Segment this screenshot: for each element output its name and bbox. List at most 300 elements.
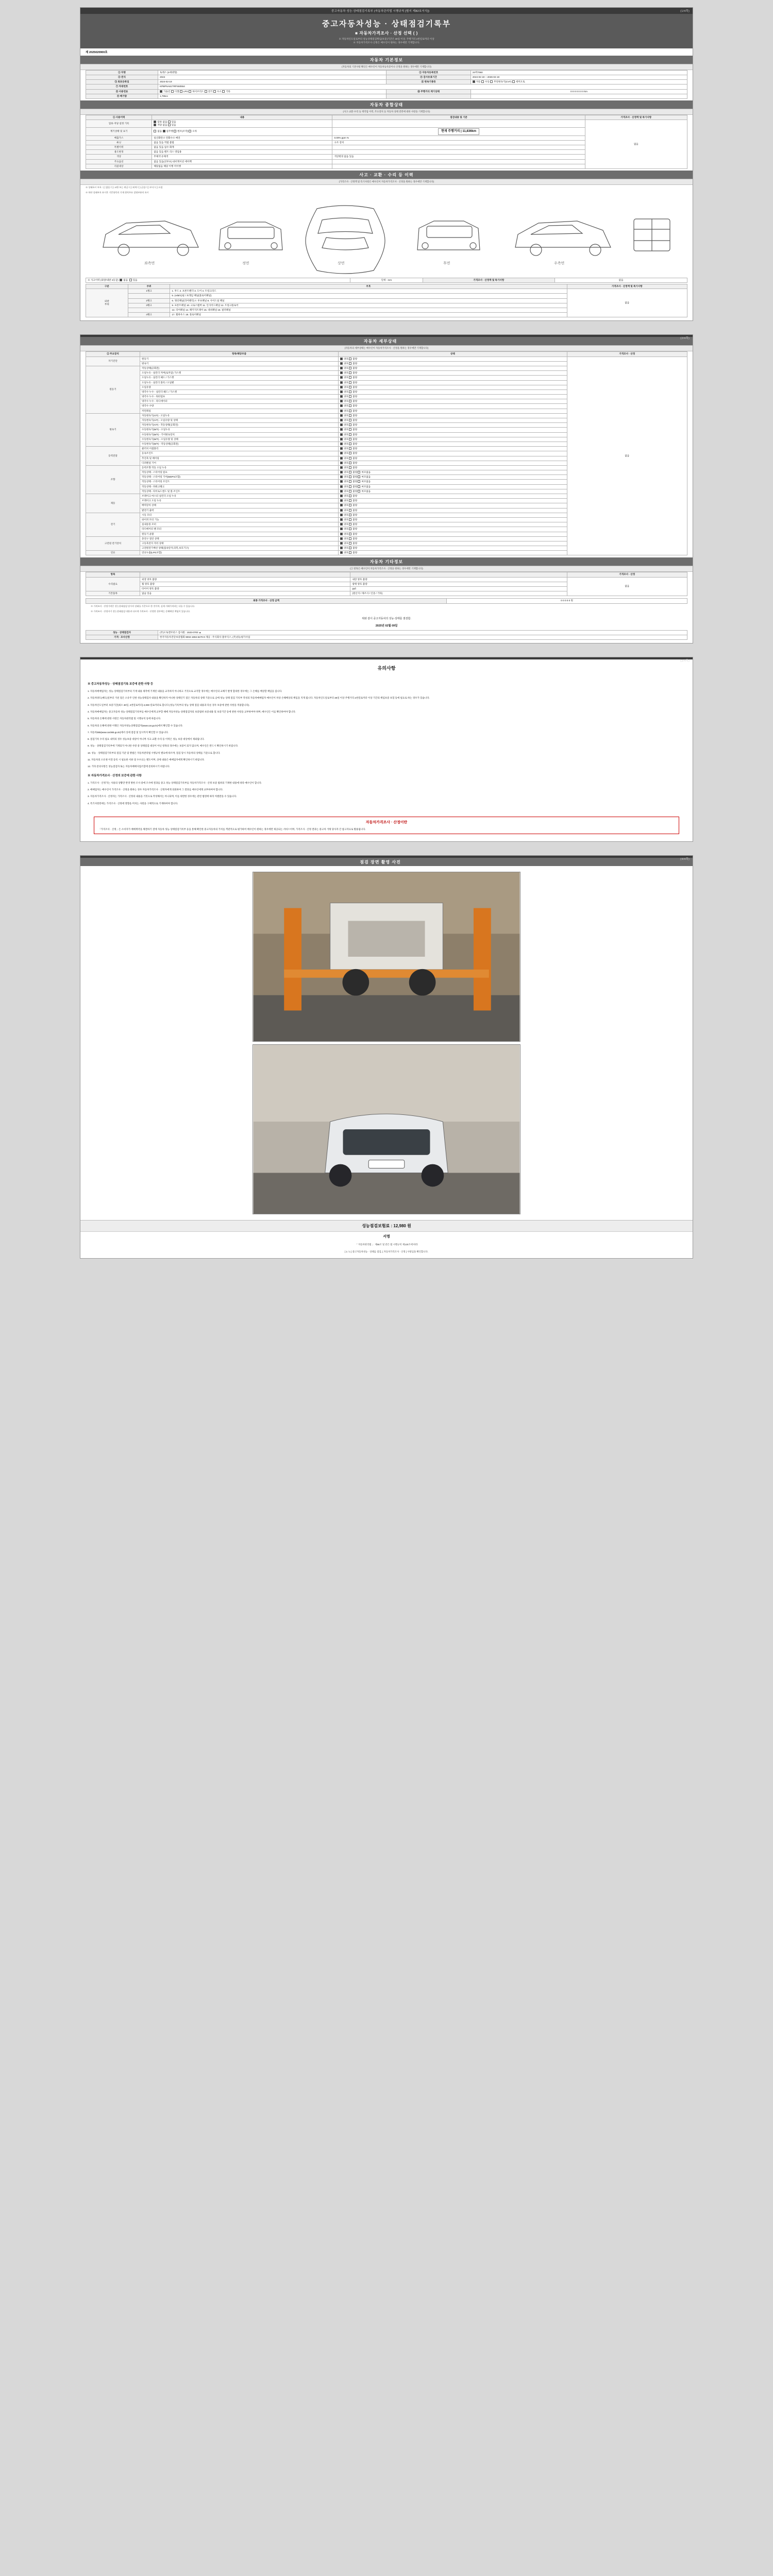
device-group-label: 동력전달 [86,447,140,466]
checkbox-gasoline[interactable] [160,90,162,93]
accident-history-label: ※ 사고이력 (외판/내판 4등급) [88,278,119,281]
checkbox-good[interactable] [340,452,343,454]
checkbox-bad[interactable] [349,504,351,506]
checkbox-good[interactable] [340,443,343,445]
notice-item: 4. 특기사항란에는 가격조사 · 산정에 영향을 미치는 사항을 구체적으로 기재하여야 합니다. [88,802,178,805]
device-state-options[interactable]: 양호 불량 [339,428,567,432]
device-state-options[interactable]: 양호 불량 [339,494,567,499]
section-basic-info-note: (자동차의 기본사항 확인은 매수인이 자동차등록증이나 산정을 원하는 경우에만 기재합니다) [80,64,693,70]
checkbox-good[interactable] [340,528,343,530]
checkbox-good[interactable] [340,490,343,493]
page-title: 중고자동차성능 · 상태점검기록부 [322,20,451,28]
device-state-options[interactable]: 양호 불량 마모없음 [339,489,567,494]
checkbox-good[interactable] [340,547,343,549]
table-row [86,278,687,282]
device-part-label: 수동변속기(M/T) - 작동상태(공회전) [140,442,339,446]
document-page [0,0,773,1287]
field-label: ⑦ 차대번호 [86,84,158,89]
row-detail [332,120,585,128]
option-none: 없음 [123,278,128,281]
row-content: 일산화탄소 탄화수소 매연 [152,135,332,140]
checkbox-good[interactable] [340,433,343,436]
checkbox-bad[interactable] [349,523,351,526]
rank-parts: 1. 후드 2. 프론트팬더 3. 도어 4. 트렁크리드 [170,289,567,294]
device-part-label: 작동상태(공회전) [140,366,339,370]
checkbox-bad[interactable] [349,386,351,388]
checkbox-bad[interactable] [349,509,351,512]
checkbox-bad[interactable] [349,371,351,374]
checkbox-good[interactable] [340,551,343,554]
device-part-label: 작동상태 - 파워크랭크 [140,484,339,489]
device-state-options[interactable]: 양호 불량 [339,546,567,551]
checkbox-bad[interactable] [349,452,351,454]
table-header-row [86,115,687,120]
signature-label: 서명 [80,1231,693,1241]
checkbox-bad[interactable] [349,367,351,369]
device-group-label: 자기진단 [86,357,140,366]
device-part-label: 브레이크 마스터 실린더 오일 누유 [140,494,339,499]
checkbox-bad[interactable] [349,447,351,450]
checkbox-bad[interactable] [349,395,351,398]
device-state-options[interactable]: 양호 불량 [339,541,567,546]
col-header: 부호 [170,284,567,289]
checkbox-good[interactable] [340,504,343,506]
checkbox-bad[interactable] [349,462,351,464]
notice-item: 11. 자동차의 소유권 이전 등록 시 필요한 서류 및 수수료는 별도이며, 상세 내용은 매매업자에게 확인하시기 바랍니다. [88,758,205,761]
checkbox-bad[interactable] [349,471,351,473]
field-value: 2024-02-19 [158,80,386,84]
device-part-label: 커먼레일 [140,409,339,413]
checkbox-bad[interactable] [349,381,351,384]
car-diagram-area [80,195,693,278]
checkbox-good[interactable] [340,428,343,431]
table-row [86,70,687,75]
device-state-options[interactable]: 양호 불량 [339,451,567,456]
statement-date: 2025년 02월 09일 [375,624,398,628]
sheet1-topbar [80,8,693,14]
checkbox-good[interactable] [340,376,343,379]
checkbox-bad[interactable] [349,485,351,488]
row-content: 광택 양호 불량 [350,582,567,586]
rank-parts: 13. 리어패널 14. 패키지트레이 15. 대쉬패널 16. 필러패널 [170,308,567,313]
section-basic-info-title: 자동차 기본정보 [80,56,693,64]
rank-parts: 5. (A/B/C)필 / 프레임 패널(플로어패널) [170,294,567,298]
checkbox-good[interactable] [340,358,343,360]
checkbox-good[interactable] [340,485,343,488]
device-part-label: 실내송풍 모터 [140,522,339,527]
device-state-options[interactable]: 양호 불량 마모없음 [339,480,567,484]
checkbox-bad[interactable] [349,391,351,393]
notice-item-list [88,689,685,769]
checkbox-nowear[interactable] [358,476,360,478]
checkbox-seizure-yes[interactable] [168,121,171,123]
overall-state-table [86,115,687,169]
checkbox-bad[interactable] [349,537,351,540]
other-price-note: 없음 [567,577,687,596]
checkbox-good[interactable] [340,423,343,426]
device-state-options[interactable]: 양호 불량 [339,423,567,428]
odometer-box [332,128,585,135]
device-state-options[interactable]: 양호 불량 [339,357,567,361]
inspector-label: 성능 · 상태점검자 [86,630,158,635]
photo-gallery [80,866,693,1220]
device-state-options[interactable]: 양호 불량 마모없음 [339,484,567,489]
checkbox-good[interactable] [340,381,343,384]
checkbox-odo-error[interactable] [189,130,191,132]
col-header: ② 주요장치 [86,352,140,357]
accident-history-row[interactable] [86,278,350,282]
device-state-options[interactable]: 양호 불량 [339,513,567,517]
checkbox-bad[interactable] [349,404,351,407]
device-state-options[interactable]: 양호 불량 [339,399,567,404]
checkbox-good[interactable] [340,367,343,369]
checkbox-hybrid[interactable] [189,90,191,93]
row-content: 내장 양호 불량 [350,577,567,582]
device-state-options[interactable]: 양호 불량 [339,527,567,532]
row-content: руб [350,587,567,591]
row-label: 튜닝 [86,140,152,145]
col-header: 가격조사 · 산정 [567,572,687,577]
unit-label: 단위 : mm [350,278,423,282]
checkbox-good[interactable] [340,404,343,407]
notice-item: 5. 자동차의 손해에 관한 사항은 자동차관리법 및 시행규칙 등에 따릅니다. [88,717,161,720]
notice-body [80,673,693,812]
field-label: ① 차명 [86,70,158,75]
checkbox-bad[interactable] [349,551,351,554]
device-part-label: 배력장치 상태 [140,503,339,508]
device-group-label: 조향 [86,465,140,494]
checkbox-bad[interactable] [349,528,351,530]
col-header: 상태 [339,352,567,357]
field-label: ⑥ 변속기종류 [386,80,470,84]
device-part-label: 오일유량 [140,385,339,389]
section-accident-title: 사고 · 교환 · 수리 등 이력 [80,171,693,179]
vin-value: KPBPNA61TRPS60554 [158,84,687,89]
row-label: 용도변경 [86,150,152,155]
checkbox-auto[interactable] [473,80,475,83]
device-group-label: 전기 [86,513,140,536]
col-header-price: 가격조사 · 산정액 및 특기사항 [423,278,555,282]
checkbox-lpg[interactable] [180,90,182,93]
device-state-options[interactable]: 양호 불량 [339,395,567,399]
checkbox-good[interactable] [340,447,343,450]
row-detail [332,164,585,168]
document-header [80,14,693,48]
checkbox-bad[interactable] [349,414,351,417]
checkbox-bad[interactable] [349,547,351,549]
checkbox-good[interactable] [340,471,343,473]
checkbox-bad[interactable] [349,376,351,379]
rank-label: 1랭크 [128,289,170,294]
checkbox-manual[interactable] [481,80,484,83]
field-value: 2024 [158,75,386,79]
checkbox-accident-none[interactable] [120,279,122,281]
checkbox-electric[interactable] [205,90,207,93]
col-header [140,572,350,577]
device-part-label: 변속기 [140,361,339,366]
row-content[interactable]: 없음 실주행 변조(조작) 오차 [152,128,332,135]
device-state-options[interactable]: 양호 불량 [339,385,567,389]
table-header-row [86,284,687,289]
device-group-label: 제동 [86,494,140,513]
device-part-label: 추진축 및 베어링 [140,456,339,461]
checkbox-good[interactable] [340,480,343,483]
basic-info-table [86,70,687,99]
car-body-diagram [86,198,687,276]
row-detail [332,150,585,155]
checkbox-bad[interactable] [349,400,351,402]
notice-item: 3. 자동차가격조사 · 산정자는 가격조사 · 산정의 내용을 거짓으로 작성해서는 아니되며, 이를 위반한 경우에는 관련 법령에 따라 처벌받을 수 있습니다. [88,795,237,798]
row-detail [332,145,585,149]
table-header-row [86,572,687,577]
checkbox-good[interactable] [340,362,343,365]
device-part-label: 작동상태 - 타이로드엔드 및 볼 조인트 [140,489,339,494]
row-detail: 색상변경 없음 있음 [332,155,585,159]
device-state-options[interactable]: 양호 불량 [339,361,567,366]
checkbox-good[interactable] [340,414,343,417]
checkbox-good[interactable] [340,419,343,421]
checkbox-good[interactable] [340,537,343,540]
checkbox-mortgage-yes[interactable] [168,124,171,126]
row-label: 수리필요 [86,577,140,591]
checkbox-good[interactable] [340,499,343,502]
checkbox-nowear[interactable] [358,485,360,488]
page-mark-3: (3/4쪽) [680,659,690,663]
checkbox-good[interactable] [340,391,343,393]
diagram-label-top: 상면 [338,261,345,265]
row-content[interactable]: 압류 없음 있음 저당 없음 있음 [152,120,332,128]
device-state-options[interactable]: 양호 불량 [339,376,567,380]
row-label: 기본품목 [86,591,140,596]
field-label: ⑨ 배기량 [86,94,158,98]
field-label: ③ 연식 [86,75,158,79]
row-content: 없음 있음 렌트 리스 영업용 [152,150,332,155]
device-state-options[interactable]: 양호 불량 [339,522,567,527]
rank-label [128,308,170,313]
device-part-label: 자동변속기(A/T) - 작동상태(공회전) [140,423,339,428]
checkbox-good[interactable] [340,514,343,516]
footer-note-2: [ 1 / 1 ] 중고자동차성능 · 상태를 점검, [ 자동차가격조사 · 산정 ] 사항임을 확인합니다. [345,1250,428,1253]
accident-legend-1: ※ 상태표시 부호 : ( ) 없음 / ( ) 교환 또는 판금 / ( ) 퇴색 / ( ) 긁힘 / ( ) 부식 / ( ) 요철 [86,185,163,189]
notice-subtitle-2: ※ 자동차가격조사 · 산정의 보증에 관한 사항 [88,774,142,777]
checkbox-bad[interactable] [349,457,351,460]
checkbox-accident-yes[interactable] [129,279,132,281]
odometer-digits: 0 0 0 0 0 0 0 km [470,89,687,94]
header-note-1: ※ 자동차인도일로부터 성능상태점검책임(보증)기간은 30일 이상, 주행거리 2천킬로미터 이상 [339,38,434,40]
table-row [86,357,687,361]
checkbox-nowear[interactable] [358,480,360,483]
device-state-options[interactable]: 양호 불량 [339,418,567,423]
field-label: ④ 검사유효기간 [386,75,470,79]
checkbox-semiauto[interactable] [512,80,515,83]
checkbox-good[interactable] [340,466,343,469]
checkbox-good[interactable] [340,371,343,374]
final-price-value: 0 0 0 0 0 원 [447,599,687,603]
page-mark-4: (4/4쪽) [680,858,690,861]
checkbox-odo-none[interactable] [154,130,156,132]
col-header: 가격조사 · 산정액 및 특기사항 [585,115,687,120]
notice-item: 6. 자동차의 손해에 관한 이행은 자동차성능상태점검자(www.car.go.kr)에서 확인할 수 있습니다. [88,724,183,727]
final-price-label: 최종 가격조사 · 산정 금액 [86,599,447,603]
row-label: 주요옵션 [86,159,152,164]
checkbox-good[interactable] [340,410,343,412]
notice-item: 10. 성능 · 상태점검기록부의 점검 기준 및 방법은 자동차관리법 시행규칙 별표에 따르며, 점검 당시 자동차의 상태를 기준으로 합니다. [88,751,221,754]
row-label: 압류·저당 설정 기록 [86,120,152,128]
checkbox-odo-tamper[interactable] [174,130,176,132]
col-header: 내용 [152,115,332,120]
col-header [350,572,567,577]
checkbox-good[interactable] [340,509,343,512]
device-state-options[interactable]: 양호 불량 [339,371,567,376]
device-state-options[interactable]: 양호 불량 [339,461,567,465]
page-mark-2: (2/4쪽) [680,337,690,341]
checkbox-mortgage-none[interactable] [154,124,156,126]
device-state-options[interactable]: 양호 불량 [339,413,567,418]
table-row [86,80,687,84]
device-state-options[interactable]: 양호 불량 [339,508,567,513]
device-part-label: 냉각수 수량 [140,404,339,409]
device-state-options[interactable]: 양호 불량 [339,517,567,522]
device-state-options[interactable]: 양호 불량 마모없음 [339,470,567,475]
checkbox-good[interactable] [340,495,343,497]
checkbox-good[interactable] [340,533,343,535]
device-state-options[interactable]: 양호 불량 [339,465,567,470]
checkbox-bad[interactable] [349,476,351,478]
checkbox-nowear[interactable] [358,471,360,473]
device-part-label: 원동기 윤활 [140,532,339,536]
notice-item: 7. 자동차365(www.car365.go.kr)에서 상세 점검 및 일시까지 확인할 수 있습니다. [88,731,169,734]
detail-state-table [86,351,687,555]
device-part-label: 오일누유 - 실린더 커버(로커암) 가스켓 [140,371,339,376]
detail-price-note: 없음 [567,357,687,555]
header-note-2: ※ 자동차가격조사·산정은 매수인이 원하는 경우에만 기재합니다. [353,41,420,44]
row-label: 특별이력 [86,145,152,149]
checkbox-diesel[interactable] [171,90,174,93]
device-state-options[interactable]: 양호 불량 [339,456,567,461]
device-state-options[interactable]: 양호 불량 [339,536,567,541]
device-part-label: 라디에이터 팬 모터 [140,527,339,532]
assessor-label: 가격 · 조사산정 [86,635,158,639]
device-part-label: 구동축전지 격리 상태 [140,541,339,546]
accident-history-table [86,278,687,283]
col-header: 가격조사 · 산정액 및 특기사항 [567,284,687,289]
device-state-options[interactable]: 양호 불량 [339,389,567,394]
checkbox-hydrogen[interactable] [213,90,216,93]
notice-item: 3. 자동차인도일부터 보증기간(최소 30일, 2천킬로미터) 2,000 킬로미터로 합니다 (성능기록부의 성능·상태 점검 내용과 다른 경우 보증에 관한 사항을 적용합니다). [88,703,250,706]
statement-line: 위와 같이 중고자동차의 성능·상태를 점검함. [362,617,411,620]
page-subtitle: ■ 자동차가격조사 · 산정 선택 ( ) [355,31,418,36]
table-row [86,84,687,89]
device-part-label: 수동변속기(M/T) - 오일유량 및 상태 [140,437,339,442]
field-value: 24머7060 [470,70,687,75]
col-header: 항목/해당부품 [140,352,339,357]
checkbox-nowear[interactable] [358,490,360,493]
checkbox-bad[interactable] [349,495,351,497]
device-part-label: 등속조인트 [140,451,339,456]
device-group-label: 고전원 전기장치 [86,536,140,551]
checkbox-bad[interactable] [349,490,351,493]
odometer-value: 현재 주행거리 | 11,836km [438,128,479,134]
checkbox-bad[interactable] [349,438,351,440]
field-label: ⑧ 사용연료 [86,89,158,94]
checkbox-cvt[interactable] [490,80,493,83]
table-row [86,635,687,639]
checkbox-bad[interactable] [349,419,351,421]
device-state-options[interactable]: 양호 불량 [339,409,567,413]
checkbox-bad[interactable] [349,358,351,360]
device-part-label: 수동변속기(M/T) - 기어변속장치 [140,432,339,437]
checkbox-bad[interactable] [349,466,351,469]
checkbox-good[interactable] [340,400,343,402]
transmission-options[interactable]: 자동 수동 무단변속기(CVT) 세미오토 [470,80,687,84]
section-overall-note: (사고·교환·수리 등 재작업 이력, 주요장치 등 자동차 상태 전반에 대한 사항을 기재합니다) [80,109,693,115]
device-state-options[interactable]: 양호 불량 [339,503,567,508]
checkbox-bad[interactable] [349,518,351,521]
device-state-options[interactable]: 양호 불량 [339,366,567,370]
checkbox-seizure-none[interactable] [154,121,156,123]
checkbox-bad[interactable] [349,514,351,516]
checkbox-good[interactable] [340,395,343,398]
device-state-options[interactable]: 양호 불량 마모없음 [339,475,567,480]
checkbox-odo-actual[interactable] [163,130,165,132]
checkbox-good[interactable] [340,518,343,521]
device-state-options[interactable]: 양호 불량 [339,499,567,503]
notice-item-list-2 [88,781,685,806]
checkbox-bad[interactable] [349,433,351,436]
checkbox-bad[interactable] [349,533,351,535]
checkbox-bad[interactable] [349,428,351,431]
inspection-fee: 성능점검보험료 : 12,980 원 [80,1220,693,1231]
row-content: 없음 있음 적법 불법 [152,140,332,145]
rank-label: 4랭크 [128,313,170,317]
table-row [86,75,687,79]
checkbox-good[interactable] [340,523,343,526]
device-state-options[interactable]: 양호 불량 [339,447,567,451]
assessment-definition-title: 자동차가격조사 · 산정이란 [365,820,408,824]
inspector-value: (주)오토앤모터스 검사원 : 1533-0700 ▲ [158,630,687,635]
checkbox-good[interactable] [340,462,343,464]
checkbox-good[interactable] [340,386,343,388]
checkbox-bad[interactable] [349,423,351,426]
device-state-options[interactable]: 양호 불량 [339,551,567,555]
checkbox-bad[interactable] [349,499,351,502]
document-number: 제 2025020900호 [86,50,108,54]
checkbox-etc[interactable] [222,90,225,93]
device-state-options[interactable]: 양호 불량 [339,380,567,385]
checkbox-bad[interactable] [349,480,351,483]
device-part-label: 냉각수 누수 - 라디에이터 [140,399,339,404]
checkbox-bad[interactable] [349,542,351,545]
device-state-options[interactable]: 양호 불량 [339,437,567,442]
notice-item: 4. 자동차매매업자는 중고자동차 성능·상태점검기록부를 매수인에게 교부할 때에 자동차성능·상태점검자의 보증범위·보증내용 및 보증기간 등에 관한 사항을 교부하여야 하며, 매수인은 이를 확인하여야 합니다. [88,710,296,713]
checkbox-good[interactable] [340,476,343,478]
checkbox-bad[interactable] [349,362,351,365]
device-state-options[interactable]: 양호 불량 [339,442,567,446]
device-group-label: 원동기 [86,366,140,413]
rank-label: 3랭크 [128,303,170,308]
device-state-options[interactable]: 양호 불량 [339,532,567,536]
checkbox-good[interactable] [340,457,343,460]
checkbox-good[interactable] [340,438,343,440]
checkbox-good[interactable] [340,542,343,545]
fuel-options[interactable]: 가솔린 디젤 LPG 하이브리드 전기 수소 기타 [158,89,386,94]
checkbox-bad[interactable] [349,443,351,445]
checkbox-bad[interactable] [349,410,351,412]
device-state-options[interactable]: 양호 불량 [339,404,567,409]
device-state-options[interactable]: 양호 불량 [339,432,567,437]
table-row [86,89,687,94]
row-content: 휠 양호 불량 [140,582,350,586]
